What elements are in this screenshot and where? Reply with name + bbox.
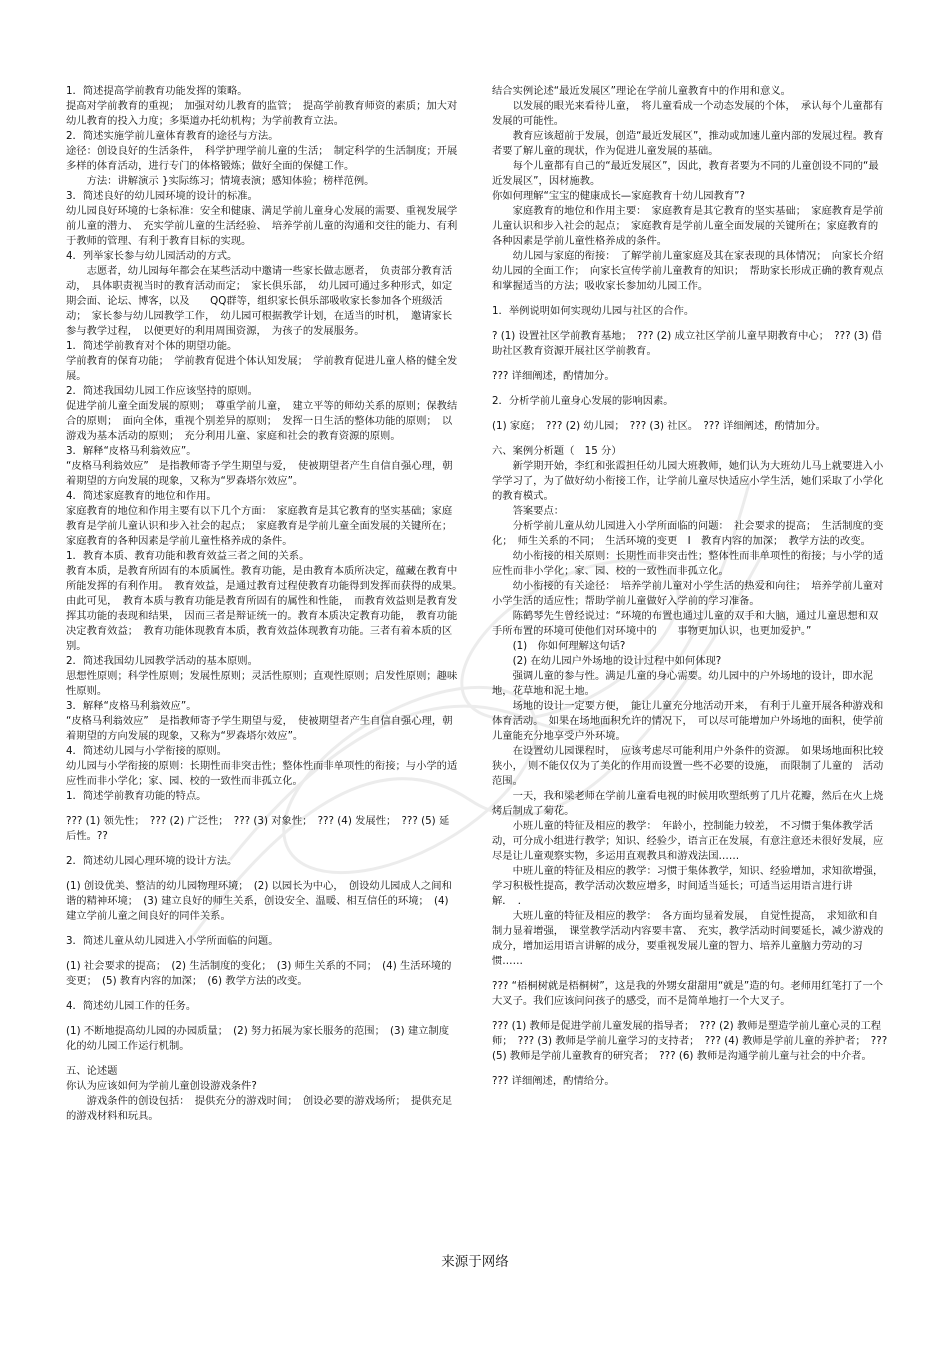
- left-paragraph: 2．简述实施学前儿童体育教育的途径与方法。: [66, 130, 279, 142]
- right-paragraph: 结合实例论述“最近发展区”理论在学前儿童教育中的作用和意义。: [492, 85, 791, 97]
- left-paragraph: “皮格马利翁效应” 是指教师寄予学生期望与爱， 使被期望者产生自信自强心理，朝着期望的方向发展的现象，又称为“罗森塔尔效应”。: [66, 460, 453, 487]
- left-paragraph: 游戏条件的创设包括： 提供充分的游戏时间； 创设必要的游戏场所； 提供充足的游戏材料和玩具。: [66, 1095, 453, 1122]
- right-paragraph: 幼小衔接的相关原则：长期性而非突击性；整体性而非单项性的衔接；与小学的适应性而非小学化；家、园、校的一致性而非孤立化。: [492, 550, 884, 577]
- right-paragraph: ??? (1) 教师是促进学前儿童发展的指导者； ??? (2) 教师是塑造学前儿童心灵的工程师； ??? (3) 教师是学前儿童学习的支持者； ??? (4) 教师是学前儿童的养护者； ??? (5) 教师是学前儿童教育的研究者； ??? (6) 教师是沟通学前儿童与社会的中介者。: [492, 1020, 888, 1062]
- left-paragraph: 促进学前儿童全面发展的原则； 尊重学前儿童， 建立平等的师幼关系的原则；保教结合的原则； 面向全体，重视个别差异的原则； 发挥一日生活的整体功能的原则； 以游戏为基本活动的原则； 充分利用儿童、家庭和社会的教育资源的原则。: [66, 400, 458, 442]
- left-paragraph: 1．简述学前教育功能的特点。: [66, 790, 207, 802]
- left-paragraph: 1．教育本质、教育功能和教育效益三者之间的关系。: [66, 550, 310, 562]
- left-paragraph: 2．简述我国幼儿园工作应该坚持的原则。: [66, 385, 258, 397]
- right-paragraph: 陈鹤琴先生曾经说过：“环境的布置也通过儿童的双手和大脑，通过儿童思想和双手所布置的环境可使他们对环境中的 事物更加认识，也更加爱护。”: [492, 610, 879, 637]
- left-paragraph: 学前教育的保育功能； 学前教育促进个体认知发展； 学前教育促进儿童人格的健全发展。: [66, 355, 458, 382]
- right-paragraph: (1) 家庭； ??? (2) 幼儿园； ??? (3) 社区。 ??? 详细阐述，酌情加分。: [492, 420, 826, 432]
- right-paragraph: ??? 详细阐述，酌情加分。: [492, 370, 615, 382]
- right-paragraph: 每个儿童都有自己的“最近发展区”，因此，教育者要为不同的儿童创设不同的“最近发展区”，因材施教。: [492, 160, 879, 187]
- right-column: [492, 84, 888, 1089]
- left-paragraph: 五、论述题: [66, 1065, 118, 1077]
- right-paragraph: 以发展的眼光来看待儿童， 将儿童看成一个动态发展的个体， 承认每个儿童都有发展的可能性。: [492, 100, 884, 127]
- right-paragraph: 小班儿童的特征及相应的教学： 年龄小，控制能力较差， 不习惯于集体教学活动，可分成小组进行教学；知识、经验少，语言正在发展，有意注意还未很好发展，应尽是让儿童观察实物，多运用直观教具和游戏法国……: [492, 820, 884, 862]
- left-paragraph: (1) 社会要求的提高； (2) 生活制度的变化； (3) 师生关系的不同； (4) 生活环境的变更； (5) 教育内容的加深； (6) 教学方法的改变。: [66, 960, 452, 987]
- right-paragraph: 2．分析学前儿童身心发展的影响因素。: [492, 395, 674, 407]
- left-paragraph: 3．解释“皮格马利翁效应”。: [66, 700, 197, 712]
- right-paragraph: 幼小衔接的有关途径： 培养学前儿童对小学生活的热爱和向往； 培养学前儿童对小学生活的适应性；帮助学前儿童做好入学前的学习准备。: [492, 580, 884, 607]
- right-paragraph: 场地的设计一定要方便， 能让儿童充分地活动开来， 有利于儿童开展各种游戏和体育活动。 如果在场地面积允许的情况下， 可以尽可能增加户外场地的面积，使学前儿童能充分地享受户外环境。: [492, 700, 884, 742]
- left-paragraph: 2．简述幼儿园心理环境的设计方法。: [66, 855, 238, 867]
- left-paragraph: 4．列举家长参与幼儿园活动的方式。: [66, 250, 238, 262]
- left-paragraph: 教育本质，是教育所固有的本质属性。教育功能，是由教育本质所决定，蕴藏在教育中所能发挥的有利作用。 教育效益，是通过教育过程使教育功能得到发挥而获得的成果。 由此可见， 教育本质与教育功能是教育所固有的属性和性能， 而教育效益则是教育发挥其功能的表现和结果， 因而三者是辩证统一的。教育本质决定教育功能， 教育功能决定教育效益； 教育功能体现教育本质，教育效益体现教育功能。三者有着本质的区别。: [66, 565, 468, 652]
- right-paragraph: 分析学前儿童从幼儿园进入小学所面临的问题： 社会要求的提高； 生活制度的变化； 师生关系的不同； 生活环境的变更 I 教育内容的加深； 教学方法的改变。: [492, 520, 884, 547]
- right-paragraph: 家庭教育的地位和作用主要： 家庭教育是其它教育的坚实基础； 家庭教育是学前儿童认识和步入社会的起点； 家庭教育是学前儿童全面发展的关键所在；家庭教育的各种因素是学前儿童性格养成的条件。: [492, 205, 884, 247]
- left-paragraph: 2．简述我国幼儿园教学活动的基本原则。: [66, 655, 258, 667]
- left-paragraph: 途径：创设良好的生活条件， 科学护理学前儿童的生活； 制定科学的生活制度；开展多样的体育活动，进行专门的体格锻炼；做好全面的保健工作。: [66, 145, 458, 172]
- right-paragraph: ??? 详细阐述，酌情给分。: [492, 1075, 615, 1087]
- right-paragraph: 一天，我和梁老师在学前儿童看电视的时候用吹塑纸剪了几片花瓣，然后在火上烧烤后制成了菊花。: [492, 790, 884, 817]
- left-paragraph: (1) 不断地提高幼儿园的办园质量； (2) 努力拓展为家长服务的范围； (3) 建立制度化的幼儿园工作运行机制。: [66, 1025, 450, 1052]
- left-paragraph: 幼儿园良好环境的七条标准：安全和健康、满足学前儿童身心发展的需要、重视发展学前儿童的潜力、 充实学前儿童的生活经验、 培养学前儿童的沟通和交往的能力、有利于教师的管理、有利于教育目标的实现。: [66, 205, 458, 247]
- left-paragraph: 方法：讲解演示 }实际练习；情境表演；感知体验；榜样范例。: [86, 175, 375, 187]
- left-paragraph: “皮格马利翁效应” 是指教师寄予学生期望与爱， 使被期望者产生自信自强心理，朝着期望的方向发展的现象，又称为“罗森塔尔效应”。: [66, 715, 453, 742]
- right-paragraph: ??? “梧桐树就是梧桐树”，这是我的外甥女甜甜用“就是”造的句。老师用红笔打了一个大叉子。我们应该问问孩子的感受，而不是简单地打一个大叉子。: [492, 980, 884, 1007]
- left-paragraph: 3．简述儿童从幼儿园进入小学所面临的问题。: [66, 935, 279, 947]
- right-paragraph: (2) 在幼儿园户外场地的设计过程中如何体现?: [512, 655, 722, 667]
- right-paragraph: 强调儿童的参与性。满足儿童的身心需要。幼儿园中的户外场地的设计，即水泥地，花草地和泥土地。: [492, 670, 873, 697]
- right-paragraph: 1．举例说明如何实现幼儿园与社区的合作。: [492, 305, 695, 317]
- right-paragraph: 大班儿童的特征及相应的教学： 各方面均显着发展， 自觉性提高， 求知欲和自制力显着增强， 课堂教学活动内容要丰富、 充实，教学活动时间要延长，减少游戏的成分，增加运用语言讲解的成分，要重视发展儿童的智力、培养儿童脑力劳动的习惯……: [492, 910, 884, 967]
- left-paragraph: 提高对学前教育的重视； 加强对幼儿教育的监管； 提高学前教育师资的素质；加大对幼儿教育的投入力度；多渠道办托幼机构；为学前教育立法。: [66, 100, 458, 127]
- left-paragraph: 4．简述家庭教育的地位和作用。: [66, 490, 217, 502]
- left-paragraph: 你认为应该如何为学前儿童创设游戏条件?: [66, 1080, 257, 1092]
- left-paragraph: 4．简述幼儿园工作的任务。: [66, 1000, 197, 1012]
- left-paragraph: ??? (1) 领先性； ??? (2) 广泛性； ??? (3) 对象性； ??? (4) 发展性； ??? (5) 延后性。??: [66, 815, 450, 842]
- left-column: [66, 84, 468, 1124]
- right-paragraph: 你如何理解“宝宝的健康成长—家庭教育十幼儿园教育”?: [492, 190, 745, 202]
- left-paragraph: (1) 创设优美、整洁的幼儿园物理环境； (2) 以园长为中心， 创设幼儿园成人之间和谐的精神环境； (3) 建立良好的师生关系，创设安全、温暖、相互信任的环境； (4) 建立学前儿童之间良好的同伴关系。: [66, 880, 452, 922]
- left-paragraph: 1．简述学前教育对个体的期望功能。: [66, 340, 238, 352]
- right-paragraph: ? (1) 设置社区学前教育基地； ??? (2) 成立社区学前儿童早期教育中心； ??? (3) 借助社区教育资源开展社区学前教育。: [492, 330, 882, 357]
- left-paragraph: 3．简述良好的幼儿园环境的设计的标准。: [66, 190, 258, 202]
- footer-source: 来源于网络: [441, 1254, 509, 1270]
- left-paragraph: 思想性原则；科学性原则；发展性原则；灵活性原则；直观性原则；启发性原则；趣味性原则。: [66, 670, 458, 697]
- left-paragraph: 幼儿园与小学衔接的原则：长期性而非突击性；整体性而非单项性的衔接；与小学的适应性而非小学化；家、园、校的一致性而非孤立化。: [66, 760, 458, 787]
- right-paragraph: 中班儿童的特征及相应的教学：习惯于集体教学，知识、经验增加，求知欲增强，学习积极性提高，教学活动次数应增多，时间适当延长；可适当运用语言进行讲解． ．: [492, 865, 884, 907]
- left-paragraph: 志愿者，幼儿园每年都会在某些活动中邀请一些家长做志愿者， 负责部分教育活动， 具体职责视当时的教育活动而定； 家长俱乐部， 幼儿园可通过多种形式，如定期会面、论坛、博客，以及 QQ群等，组织家长俱乐部吸收家长参加各个班级活动； 家长参与幼儿园教学工作， 幼儿园可根据教学计划，在适当的时机， 邀请家长参与教学过程， 以便更好的利用周围资源， 为孩子的发展服务。: [66, 265, 453, 337]
- right-paragraph: 教育应该超前于发展，创造“最近发展区”，推动或加速儿童内部的发展过程。教育者要了解儿童的现状，作为促进儿童发展的基础。: [492, 130, 884, 157]
- left-paragraph: 3．解释“皮格马利翁效应”。: [66, 445, 197, 457]
- left-paragraph: 4．简述幼儿园与小学衔接的原则。: [66, 745, 228, 757]
- right-paragraph: 新学期开始，李红和张霞担任幼儿园大班教师，她们认为大班幼儿马上就要进入小学学习了，为了做好幼小衔接工作，让学前儿童尽快适应小学生活，她们采取了小学化的教育模式。: [492, 460, 884, 502]
- right-paragraph: (1) 你如何理解这句话?: [512, 640, 626, 652]
- right-paragraph: 答案要点：: [512, 505, 565, 517]
- right-paragraph: 六、案例分析题（ 15 分）: [492, 445, 622, 457]
- left-paragraph: 家庭教育的地位和作用主要有以下几个方面： 家庭教育是其它教育的坚实基础；家庭教育是学前儿童认识和步入社会的起点； 家庭教育是学前儿童全面发展的关键所在；家庭教育的各种因素是学前儿童性格养成的条件。: [66, 505, 453, 547]
- right-paragraph: 在设置幼儿园课程时， 应该考虑尽可能利用户外条件的资源。 如果场地面积比较狭小， 则不能仅仅为了美化的作用而设置一些不必要的设施， 而限制了儿童的 活动范围。: [492, 745, 884, 787]
- right-paragraph: 幼儿园与家庭的衔接： 了解学前儿童家庭及其在家表现的具体情况； 向家长介绍幼儿园的全面工作； 向家长宣传学前儿童教育的知识； 帮助家长形成正确的教育观点和掌握适当的方法；吸收家长参加幼儿园工作。: [492, 250, 884, 292]
- left-paragraph: 1．简述提高学前教育功能发挥的策略。: [66, 85, 248, 97]
